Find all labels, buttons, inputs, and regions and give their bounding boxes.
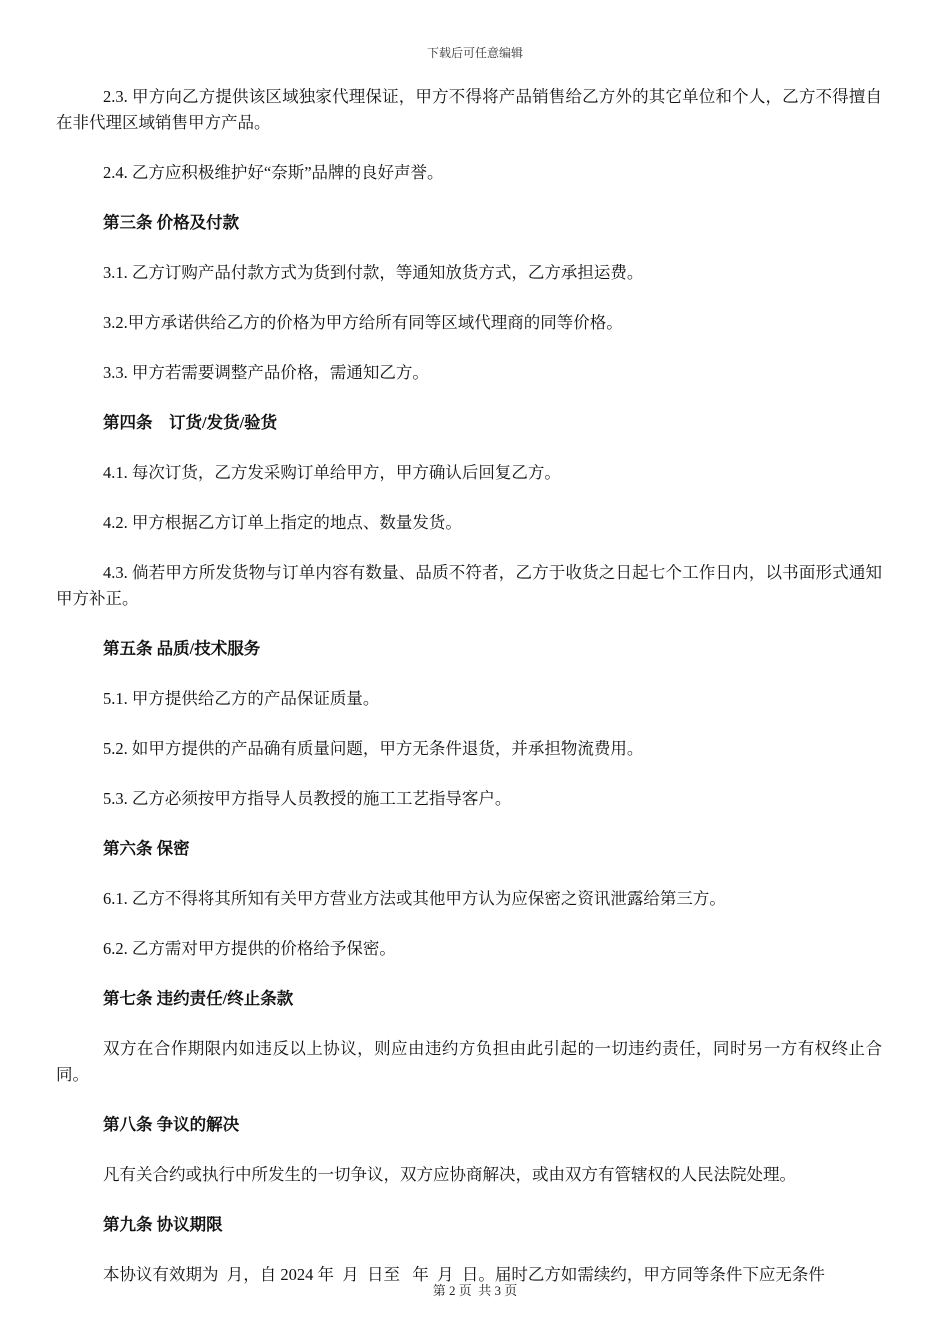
clause-4-1: 4.1. 每次订货，乙方发采购订单给甲方，甲方确认后回复乙方。 bbox=[103, 463, 561, 482]
article-7-text: 双方在合作期限内如违反以上协议，则应由违约方负担由此引起的一切违约责任，同时另一方有权终止合同。 bbox=[56, 1039, 882, 1084]
clause-6-2: 6.2. 乙方需对甲方提供的价格给予保密。 bbox=[103, 939, 396, 958]
clause-5-1: 5.1. 甲方提供给乙方的产品保证质量。 bbox=[103, 689, 380, 708]
clause-3-1: 3.1. 乙方订购产品付款方式为货到付款，等通知放货方式，乙方承担运费。 bbox=[103, 263, 644, 282]
article-3-heading: 第三条 价格及付款 bbox=[103, 213, 240, 232]
clause-3-2: 3.2.甲方承诺供给乙方的价格为甲方给所有同等区域代理商的同等价格。 bbox=[103, 313, 623, 332]
page-footer-number: 第 2 页 共 3 页 bbox=[432, 1283, 518, 1298]
clause-2-3: 2.3. 甲方向乙方提供该区域独家代理保证，甲方不得将产品销售给乙方外的其它单位和个人，乙方不得擅自在非代理区域销售甲方产品。 bbox=[56, 87, 882, 132]
document-body bbox=[56, 84, 882, 1288]
clause-5-2: 5.2. 如甲方提供的产品确有质量问题，甲方无条件退货，并承担物流费用。 bbox=[103, 739, 644, 758]
article-8-heading: 第八条 争议的解决 bbox=[103, 1115, 240, 1134]
article-4-heading: 第四条 订货/发货/验货 bbox=[103, 413, 278, 432]
clause-2-4: 2.4. 乙方应积极维护好“奈斯”品牌的良好声誉。 bbox=[103, 163, 444, 182]
article-8-text: 凡有关合约或执行中所发生的一切争议，双方应协商解决，或由双方有管辖权的人民法院处理。 bbox=[103, 1165, 796, 1184]
clause-4-3: 4.3. 倘若甲方所发货物与订单内容有数量、品质不符者，乙方于收货之日起七个工作日内，以书面形式通知甲方补正。 bbox=[56, 563, 882, 608]
article-9-text: 本协议有效期为 月，自 2024 年 月 日至 年 月 日。届时乙方如需续约，甲方同等条件下应无条件 bbox=[103, 1265, 825, 1284]
article-5-heading: 第五条 品质/技术服务 bbox=[103, 639, 261, 658]
clause-6-1: 6.1. 乙方不得将其所知有关甲方营业方法或其他甲方认为应保密之资讯泄露给第三方。 bbox=[103, 889, 726, 908]
clause-5-3: 5.3. 乙方必须按甲方指导人员教授的施工工艺指导客户。 bbox=[103, 789, 512, 808]
article-7-heading: 第七条 违约责任/终止条款 bbox=[103, 989, 294, 1008]
page-header-note: 下载后可任意编辑 bbox=[426, 46, 523, 60]
article-9-heading: 第九条 协议期限 bbox=[103, 1215, 223, 1234]
clause-4-2: 4.2. 甲方根据乙方订单上指定的地点、数量发货。 bbox=[103, 513, 462, 532]
clause-3-3: 3.3. 甲方若需要调整产品价格，需通知乙方。 bbox=[103, 363, 429, 382]
article-6-heading: 第六条 保密 bbox=[103, 839, 190, 858]
